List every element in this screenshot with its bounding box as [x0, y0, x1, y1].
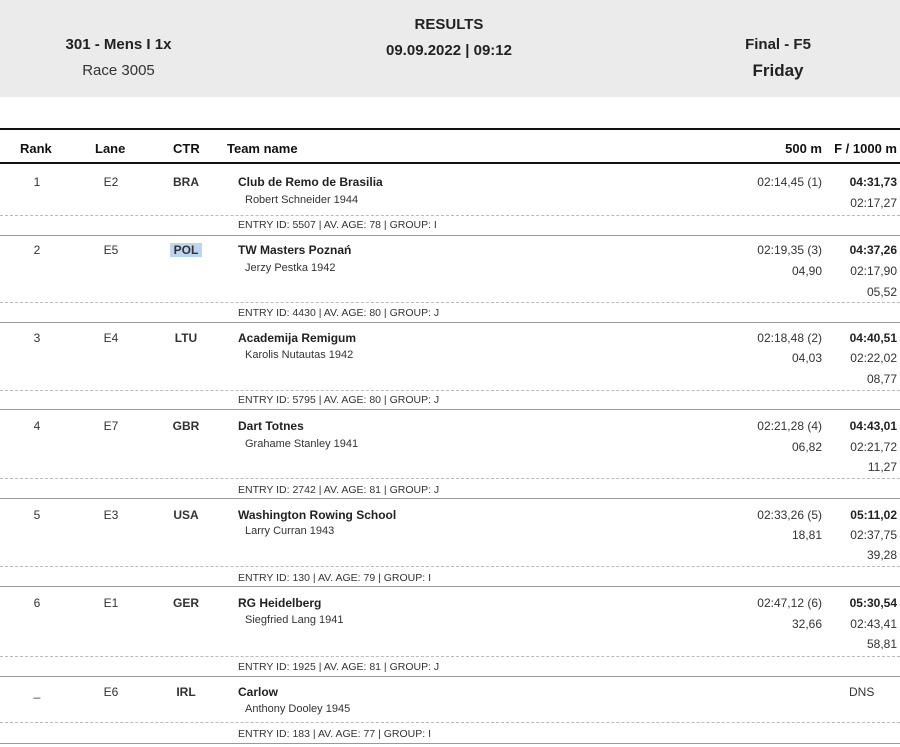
table-header	[0, 128, 900, 164]
split-time: 02:14,45 (1)	[757, 175, 822, 189]
finish-split: 02:17,27	[850, 196, 897, 210]
row-divider	[0, 566, 900, 567]
athlete: Jerzy Pestka 1942	[245, 262, 336, 274]
team-name: Academija Remigum	[238, 331, 357, 345]
event-title: 301 - Mens I 1x	[65, 36, 172, 53]
finish-split: 02:37,75	[850, 528, 897, 542]
lane: E7	[103, 419, 119, 433]
results-table	[0, 128, 900, 740]
row-divider	[0, 478, 900, 479]
country-code: LTU	[174, 331, 198, 345]
rank: 2	[33, 243, 41, 257]
finish-split: 02:43,41	[850, 617, 897, 631]
split-gap: 18,81	[791, 528, 822, 542]
team-name: Club de Remo de Brasilia	[238, 175, 383, 189]
split-gap: 04,03	[791, 351, 822, 365]
race-number: Race 3005	[82, 62, 155, 79]
finish-split: 02:21,72	[850, 440, 897, 454]
row-separator	[0, 743, 900, 744]
entry-info: ENTRY ID: 183 | AV. AGE: 77 | GROUP: I	[238, 728, 431, 740]
finish-gap: 11,27	[867, 460, 897, 474]
finish-time: 04:31,73	[849, 175, 897, 189]
col-rank: Rank	[20, 141, 52, 156]
row-separator	[0, 322, 900, 323]
split-gap: 32,66	[791, 617, 822, 631]
rank: 4	[33, 419, 41, 433]
lane: E1	[103, 596, 119, 610]
page-title: RESULTS	[414, 16, 484, 33]
finish-split: 02:22,02	[850, 351, 897, 365]
race-day: Friday	[752, 61, 804, 80]
row-divider	[0, 215, 900, 216]
country-code[interactable]: POL	[170, 243, 202, 257]
finish-split: 02:17,90	[850, 264, 897, 278]
team-name: RG Heidelberg	[238, 596, 322, 610]
split-time: 02:18,48 (2)	[757, 331, 822, 345]
rank: 6	[33, 596, 41, 610]
entry-info: ENTRY ID: 130 | AV. AGE: 79 | GROUP: I	[238, 572, 431, 584]
split-time: 02:19,35 (3)	[757, 243, 822, 257]
split-time: 02:47,12 (6)	[757, 596, 822, 610]
country-code: GBR	[172, 419, 200, 433]
col-lane: Lane	[95, 141, 126, 156]
status-badge: DNS	[849, 685, 875, 699]
col-ctr: CTR	[173, 141, 200, 156]
split-gap: 04,90	[791, 264, 822, 278]
entry-info: ENTRY ID: 2742 | AV. AGE: 81 | GROUP: J	[238, 484, 440, 496]
race-datetime: 09.09.2022 | 09:12	[386, 42, 512, 59]
country-code: USA	[173, 508, 199, 522]
rank: 3	[33, 331, 41, 345]
team-name: Washington Rowing School	[238, 508, 397, 522]
entry-info: ENTRY ID: 5507 | AV. AGE: 78 | GROUP: I	[238, 219, 437, 231]
finish-time: 04:37,26	[849, 243, 897, 257]
split-time: 02:33,26 (5)	[757, 508, 822, 522]
row-divider	[0, 656, 900, 657]
finish-gap: 08,77	[866, 372, 897, 386]
athlete: Robert Schneider 1944	[245, 194, 359, 206]
rank: _	[33, 685, 41, 699]
country-code: IRL	[176, 685, 196, 699]
finish-gap: 58,81	[866, 637, 897, 651]
row-separator	[0, 498, 900, 499]
finish-time: 04:40,51	[849, 331, 897, 345]
entry-info: ENTRY ID: 1925 | AV. AGE: 81 | GROUP: J	[238, 661, 440, 673]
athlete: Anthony Dooley 1945	[245, 703, 351, 715]
athlete: Grahame Stanley 1941	[245, 438, 359, 450]
entry-info: ENTRY ID: 4430 | AV. AGE: 80 | GROUP: J	[238, 307, 440, 319]
row-separator	[0, 586, 900, 587]
col-500m: 500 m	[785, 141, 822, 156]
results-header	[0, 0, 900, 97]
finish-gap: 39,28	[866, 548, 897, 562]
athlete: Larry Curran 1943	[245, 525, 335, 537]
row-separator	[0, 409, 900, 410]
team-name: Carlow	[238, 685, 279, 699]
athlete: Karolis Nutautas 1942	[245, 349, 354, 361]
split-gap: 06,82	[791, 440, 822, 454]
team-name: Dart Totnes	[238, 419, 304, 433]
row-divider	[0, 390, 900, 391]
lane: E4	[103, 331, 119, 345]
finish-time: 04:43,01	[849, 419, 897, 433]
finish-time: 05:11,02	[850, 508, 897, 522]
split-time: 02:21,28 (4)	[757, 419, 822, 433]
finish-time: 05:30,54	[849, 596, 897, 610]
row-separator	[0, 235, 900, 236]
lane: E6	[103, 685, 119, 699]
row-divider	[0, 302, 900, 303]
race-phase: Final - F5	[745, 36, 811, 53]
rank: 5	[33, 508, 41, 522]
row-separator	[0, 676, 900, 677]
entry-info: ENTRY ID: 5795 | AV. AGE: 80 | GROUP: J	[238, 394, 440, 406]
col-finish: F / 1000 m	[834, 141, 897, 156]
finish-gap: 05,52	[866, 285, 897, 299]
country-code: BRA	[173, 175, 199, 189]
lane: E5	[103, 243, 119, 257]
lane: E2	[103, 175, 119, 189]
athlete: Siegfried Lang 1941	[245, 614, 344, 626]
team-name: TW Masters Poznań	[238, 243, 352, 257]
country-code: GER	[172, 596, 199, 610]
row-divider	[0, 722, 900, 723]
col-team: Team name	[227, 141, 298, 156]
rank: 1	[33, 175, 41, 189]
lane: E3	[103, 508, 119, 522]
